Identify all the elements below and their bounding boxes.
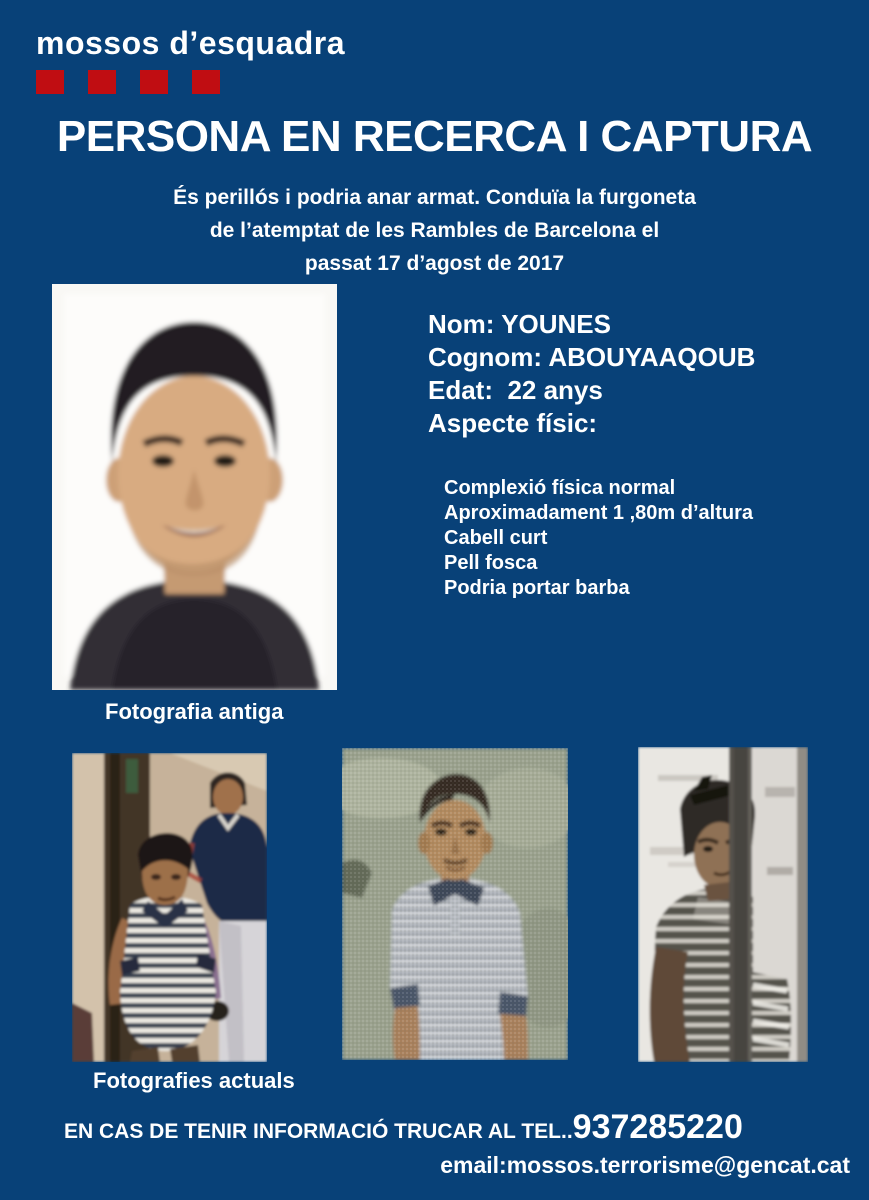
warning-line-2: de l’atemptat de les Rambles de Barcelona el	[209, 219, 660, 242]
phone-instruction: EN CAS DE TENIR INFORMACIÓ TRUCAR AL TEL..	[64, 1120, 573, 1143]
logo-red-square-icon	[36, 70, 64, 94]
phone-contact-line	[64, 1107, 743, 1148]
phone-number: 937285220	[572, 1108, 743, 1146]
identity-cognom: Cognom: ABOUYAAQOUB	[428, 342, 756, 372]
recent-photograph-1	[72, 753, 267, 1062]
email-contact: email:mossos.terrorisme@gencat.cat	[440, 1152, 850, 1178]
physical-item: Podria portar barba	[444, 577, 630, 599]
recent-photograph-3	[638, 747, 808, 1062]
identity-block	[428, 308, 755, 440]
old-photograph-image	[52, 284, 337, 690]
physical-description	[444, 476, 753, 601]
recent-photograph-3-image	[638, 747, 808, 1062]
mossos-logo-squares	[36, 70, 220, 94]
logo-red-square-icon	[192, 70, 220, 94]
physical-item: Pell fosca	[444, 552, 538, 574]
warning-line-1: És perillós i podria anar armat. Conduïa la furgoneta	[173, 186, 696, 209]
recent-photos-caption: Fotografies actuals	[93, 1068, 295, 1093]
physical-item: Cabell curt	[444, 527, 548, 549]
identity-nom: Nom: YOUNES	[428, 309, 611, 339]
logo-red-square-icon	[140, 70, 168, 94]
mossos-logo-wordmark: mossos d’esquadra	[36, 25, 346, 61]
old-photo-caption: Fotografia antiga	[105, 699, 284, 724]
identity-edat: Edat: 22 anys	[428, 375, 603, 405]
logo-red-square-icon	[88, 70, 116, 94]
physical-item: Complexió física normal	[444, 477, 676, 499]
identity-aspecte: Aspecte físic:	[428, 408, 598, 438]
warning-text	[0, 181, 869, 280]
page-title: PERSONA EN RECERCA I CAPTURA	[56, 112, 813, 161]
warning-line-3: passat 17 d’agost de 2017	[304, 252, 565, 275]
recent-photograph-2-image	[342, 748, 568, 1060]
old-photograph	[52, 284, 337, 690]
recent-photograph-1-image	[72, 753, 267, 1062]
physical-item: Aproximadament 1 ,80m d’altura	[444, 502, 753, 524]
recent-photograph-2	[342, 748, 568, 1060]
